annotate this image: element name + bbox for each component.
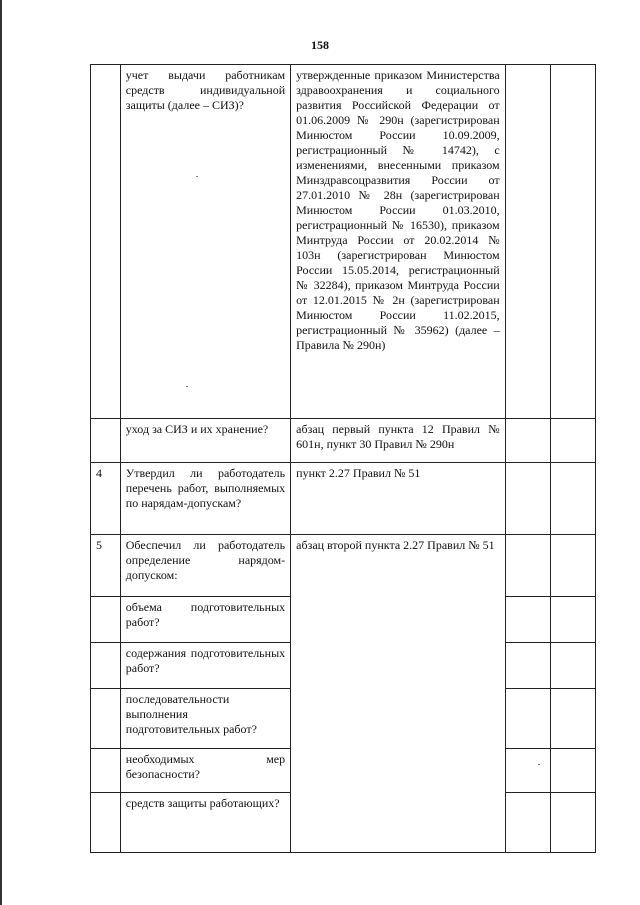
question-cell: последовательности выполнения подготовительных работ?: [120, 689, 290, 749]
comment-cell: [550, 643, 595, 689]
comment-cell: [550, 597, 595, 643]
scan-speck: [186, 386, 188, 387]
question-cell: Утвердил ли работодатель перечень работ, выполняемых по нарядам-допускам?: [120, 463, 290, 535]
reference-cell: абзац первый пункта 12 Правил № 601н, пункт 30 Правил № 290н: [291, 419, 506, 463]
row-number-cell: [91, 643, 121, 689]
question-cell: Обеспечил ли работодатель определение нарядом-допуском:: [120, 535, 290, 597]
answer-cell: [505, 793, 550, 853]
comment-cell: [550, 65, 595, 419]
answer-cell: [505, 689, 550, 749]
comment-cell: [550, 419, 595, 463]
comment-cell: [550, 463, 595, 535]
reference-cell: абзац второй пункта 2.27 Правил № 51: [291, 535, 506, 853]
answer-cell: [505, 597, 550, 643]
row-number-cell: 5: [91, 535, 121, 597]
row-number-cell: [91, 419, 121, 463]
page-number: 158: [311, 38, 329, 52]
scan-left-edge: [0, 0, 2, 905]
table-row: [91, 535, 596, 597]
table-row: [91, 419, 596, 463]
comment-cell: [550, 535, 595, 597]
row-number-cell: [91, 689, 121, 749]
question-cell: содержания подготовительных работ?: [120, 643, 290, 689]
scan-speck: [196, 176, 198, 177]
answer-cell: [505, 419, 550, 463]
scan-speck: [538, 764, 540, 765]
comment-cell: [550, 793, 595, 853]
row-number-cell: [91, 793, 121, 853]
checklist-table: [90, 64, 596, 853]
table-row: [91, 463, 596, 535]
row-number-cell: [91, 597, 121, 643]
question-cell: необходимых мер безопасности?: [120, 749, 290, 793]
answer-cell: [505, 643, 550, 689]
answer-cell: [505, 749, 550, 793]
table-row: [91, 65, 596, 419]
row-number-cell: [91, 65, 121, 419]
answer-cell: [505, 65, 550, 419]
row-number-cell: [91, 749, 121, 793]
comment-cell: [550, 689, 595, 749]
row-number-cell: 4: [91, 463, 121, 535]
answer-cell: [505, 463, 550, 535]
reference-cell: утвержденные приказом Министерства здравоохранения и социального развития Российской Федерации от 01.06.2009 № 290н (зарегистрирован Минюстом России 10.09.2009, регистрационный № 14742), с изменениями, внесенными приказом Минздравсоцразвития России от 27.01.2010 № 28н (зарегистрирован Минюстом России 01.03.2010, регистрационный № 16530), приказом Минтруда России от 20.02.2014 № 103н (зарегистрирован Минюстом России 15.05.2014, регистрационный № 32284), приказом Минтруда России от 12.01.2015 № 2н (зарегистрирован Минюстом России 11.02.2015, регистрационный № 35962) (далее – Правила № 290н): [291, 65, 506, 419]
comment-cell: [550, 749, 595, 793]
reference-cell: пункт 2.27 Правил № 51: [291, 463, 506, 535]
answer-cell: [505, 535, 550, 597]
question-cell: средств защиты работающих?: [120, 793, 290, 853]
question-cell: уход за СИЗ и их хранение?: [120, 419, 290, 463]
question-cell: объема подготовительных работ?: [120, 597, 290, 643]
question-cell: учет выдачи работникам средств индивидуальной защиты (далее – СИЗ)?: [120, 65, 290, 419]
